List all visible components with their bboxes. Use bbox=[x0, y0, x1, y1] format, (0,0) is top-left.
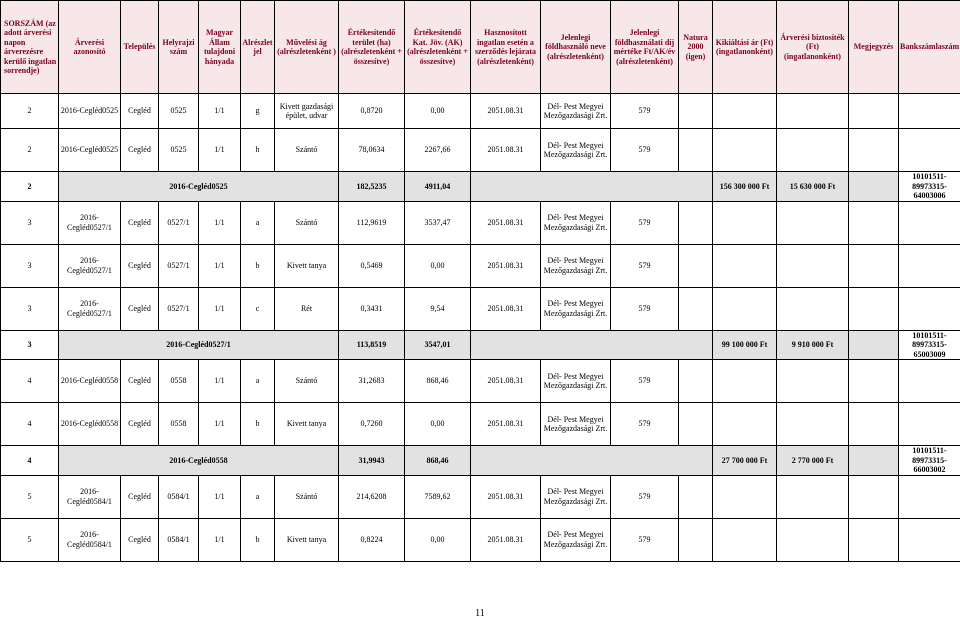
bank-account-cell: 10101511-89973315-66003002 bbox=[899, 446, 960, 476]
auction-id-cell: 2016-Cegléd0558 bbox=[59, 360, 121, 403]
deposit-cell: 9 910 000 Ft bbox=[777, 330, 849, 360]
row-number-cell: 3 bbox=[1, 244, 59, 287]
table-row bbox=[1, 403, 960, 446]
table-row bbox=[1, 201, 960, 244]
table-row bbox=[1, 287, 960, 330]
cultivation-branch-cell: Kivett tanya bbox=[275, 244, 339, 287]
row-number-cell: 4 bbox=[1, 446, 59, 476]
row-number-cell: 2 bbox=[1, 94, 59, 129]
contract-expiry-cell: 2051.08.31 bbox=[471, 360, 541, 403]
town-cell: Cegléd bbox=[121, 403, 159, 446]
remark-cell bbox=[849, 129, 899, 172]
header-cell: SORSZÁM (az adott árverési napon árverezésre kerülő ingatlan sorrendje) bbox=[1, 1, 59, 94]
lot-number-cell: 0527/1 bbox=[159, 287, 199, 330]
header-row bbox=[1, 1, 960, 94]
town-cell: Cegléd bbox=[121, 287, 159, 330]
cadastral-income-cell: 0,00 bbox=[405, 403, 471, 446]
cadastral-income-cell: 2267,66 bbox=[405, 129, 471, 172]
usage-fee-cell: 579 bbox=[611, 94, 679, 129]
header-cell: Magyar Állam tulajdoni hányada bbox=[199, 1, 241, 94]
cultivation-branch-cell: Kivett tanya bbox=[275, 403, 339, 446]
subdivision-cell: b bbox=[241, 403, 275, 446]
total-area-cell: 31,9943 bbox=[339, 446, 405, 476]
page-number: 11 bbox=[475, 608, 485, 619]
deposit-cell bbox=[777, 287, 849, 330]
table-body bbox=[1, 94, 960, 562]
bank-account-cell bbox=[899, 403, 960, 446]
header-cell: Árverési azonosító bbox=[59, 1, 121, 94]
cadastral-income-cell: 0,00 bbox=[405, 518, 471, 561]
usage-fee-cell: 579 bbox=[611, 518, 679, 561]
usage-fee-cell: 579 bbox=[611, 244, 679, 287]
header-cell: Település bbox=[121, 1, 159, 94]
subdivision-cell: a bbox=[241, 360, 275, 403]
deposit-cell bbox=[777, 403, 849, 446]
usage-fee-cell: 579 bbox=[611, 201, 679, 244]
usage-fee-cell: 579 bbox=[611, 360, 679, 403]
remark-cell bbox=[849, 518, 899, 561]
auction-id-cell: 2016-Cegléd0584/1 bbox=[59, 475, 121, 518]
remark-cell bbox=[849, 244, 899, 287]
usage-fee-cell: 579 bbox=[611, 287, 679, 330]
bank-account-cell bbox=[899, 287, 960, 330]
starting-price-cell bbox=[713, 287, 777, 330]
bank-account-cell bbox=[899, 129, 960, 172]
total-area-cell: 182,5235 bbox=[339, 172, 405, 202]
auction-id-cell: 2016-Cegléd0525 bbox=[59, 172, 339, 202]
table-row bbox=[1, 360, 960, 403]
town-cell: Cegléd bbox=[121, 129, 159, 172]
contract-expiry-cell: 2051.08.31 bbox=[471, 287, 541, 330]
table-row bbox=[1, 518, 960, 561]
total-area-cell: 113,8519 bbox=[339, 330, 405, 360]
starting-price-cell bbox=[713, 94, 777, 129]
natura-cell bbox=[679, 94, 713, 129]
contract-expiry-cell: 2051.08.31 bbox=[471, 129, 541, 172]
header-cell: Jelenlegi földhasználati díj mértéke Ft/AK/év (alrészletenként) bbox=[611, 1, 679, 94]
starting-price-cell bbox=[713, 129, 777, 172]
cultivation-branch-cell: Szántó bbox=[275, 475, 339, 518]
total-cadastral-income-cell: 4911,04 bbox=[405, 172, 471, 202]
remark-cell bbox=[849, 446, 899, 476]
lot-number-cell: 0527/1 bbox=[159, 201, 199, 244]
area-cell: 31,2683 bbox=[339, 360, 405, 403]
usage-fee-cell: 579 bbox=[611, 129, 679, 172]
contract-expiry-cell: 2051.08.31 bbox=[471, 518, 541, 561]
natura-cell bbox=[679, 518, 713, 561]
ownership-share-cell: 1/1 bbox=[199, 129, 241, 172]
land-user-cell: Dél- Pest Megyei Mezőgazdasági Zrt. bbox=[541, 244, 611, 287]
natura-cell bbox=[679, 475, 713, 518]
area-cell: 0,3431 bbox=[339, 287, 405, 330]
header-cell: Kikiáltási ár (Ft) (ingatlanonként) bbox=[713, 1, 777, 94]
deposit-cell bbox=[777, 129, 849, 172]
auction-id-cell: 2016-Cegléd0525 bbox=[59, 129, 121, 172]
town-cell: Cegléd bbox=[121, 360, 159, 403]
ownership-share-cell: 1/1 bbox=[199, 403, 241, 446]
natura-cell bbox=[679, 287, 713, 330]
area-cell: 0,7260 bbox=[339, 403, 405, 446]
starting-price-cell bbox=[713, 403, 777, 446]
starting-price-cell: 156 300 000 Ft bbox=[713, 172, 777, 202]
table-row bbox=[1, 129, 960, 172]
starting-price-cell bbox=[713, 244, 777, 287]
land-user-cell: Dél- Pest Megyei Mezőgazdasági Zrt. bbox=[541, 201, 611, 244]
cultivation-branch-cell: Kivett tanya bbox=[275, 518, 339, 561]
bank-account-cell bbox=[899, 94, 960, 129]
header-cell: Helyrajzi szám bbox=[159, 1, 199, 94]
cadastral-income-cell: 868,46 bbox=[405, 360, 471, 403]
natura-cell bbox=[679, 360, 713, 403]
empty-cell bbox=[471, 330, 713, 360]
bank-account-cell bbox=[899, 360, 960, 403]
bank-account-cell bbox=[899, 244, 960, 287]
remark-cell bbox=[849, 201, 899, 244]
deposit-cell bbox=[777, 94, 849, 129]
subdivision-cell: h bbox=[241, 129, 275, 172]
header-cell: Hasznosított ingatlan esetén a szerződés lejárata (alrészletenként) bbox=[471, 1, 541, 94]
ownership-share-cell: 1/1 bbox=[199, 518, 241, 561]
usage-fee-cell: 579 bbox=[611, 475, 679, 518]
subdivision-cell: a bbox=[241, 201, 275, 244]
remark-cell bbox=[849, 403, 899, 446]
row-number-cell: 4 bbox=[1, 403, 59, 446]
summary-row bbox=[1, 172, 960, 202]
contract-expiry-cell: 2051.08.31 bbox=[471, 244, 541, 287]
header-cell: Jelenlegi földhasználó neve (alrészletenként) bbox=[541, 1, 611, 94]
row-number-cell: 5 bbox=[1, 475, 59, 518]
auction-id-cell: 2016-Cegléd0527/1 bbox=[59, 201, 121, 244]
empty-cell bbox=[471, 446, 713, 476]
lot-number-cell: 0558 bbox=[159, 360, 199, 403]
ownership-share-cell: 1/1 bbox=[199, 244, 241, 287]
land-user-cell: Dél- Pest Megyei Mezőgazdasági Zrt. bbox=[541, 475, 611, 518]
town-cell: Cegléd bbox=[121, 475, 159, 518]
town-cell: Cegléd bbox=[121, 518, 159, 561]
deposit-cell bbox=[777, 360, 849, 403]
cultivation-branch-cell: Kivett gazdasági épület, udvar bbox=[275, 94, 339, 129]
contract-expiry-cell: 2051.08.31 bbox=[471, 94, 541, 129]
contract-expiry-cell: 2051.08.31 bbox=[471, 475, 541, 518]
auction-id-cell: 2016-Cegléd0527/1 bbox=[59, 244, 121, 287]
lot-number-cell: 0584/1 bbox=[159, 518, 199, 561]
deposit-cell bbox=[777, 475, 849, 518]
deposit-cell: 2 770 000 Ft bbox=[777, 446, 849, 476]
table-row bbox=[1, 475, 960, 518]
natura-cell bbox=[679, 244, 713, 287]
deposit-cell bbox=[777, 201, 849, 244]
cadastral-income-cell: 9,54 bbox=[405, 287, 471, 330]
cadastral-income-cell: 3537,47 bbox=[405, 201, 471, 244]
bank-account-cell bbox=[899, 201, 960, 244]
town-cell: Cegléd bbox=[121, 244, 159, 287]
starting-price-cell bbox=[713, 475, 777, 518]
ownership-share-cell: 1/1 bbox=[199, 94, 241, 129]
area-cell: 214,6208 bbox=[339, 475, 405, 518]
row-number-cell: 2 bbox=[1, 172, 59, 202]
lot-number-cell: 0558 bbox=[159, 403, 199, 446]
area-cell: 0,5469 bbox=[339, 244, 405, 287]
ownership-share-cell: 1/1 bbox=[199, 475, 241, 518]
starting-price-cell: 99 100 000 Ft bbox=[713, 330, 777, 360]
summary-row bbox=[1, 330, 960, 360]
ownership-share-cell: 1/1 bbox=[199, 201, 241, 244]
lot-number-cell: 0525 bbox=[159, 129, 199, 172]
header-cell: Művelési ág (alrészletenként ) bbox=[275, 1, 339, 94]
auction-id-cell: 2016-Cegléd0584/1 bbox=[59, 518, 121, 561]
table-row bbox=[1, 244, 960, 287]
auction-id-cell: 2016-Cegléd0527/1 bbox=[59, 287, 121, 330]
land-user-cell: Dél- Pest Megyei Mezőgazdasági Zrt. bbox=[541, 129, 611, 172]
deposit-cell bbox=[777, 518, 849, 561]
remark-cell bbox=[849, 330, 899, 360]
land-user-cell: Dél- Pest Megyei Mezőgazdasági Zrt. bbox=[541, 94, 611, 129]
total-cadastral-income-cell: 3547,01 bbox=[405, 330, 471, 360]
subdivision-cell: a bbox=[241, 475, 275, 518]
starting-price-cell bbox=[713, 201, 777, 244]
bank-account-cell bbox=[899, 475, 960, 518]
header-cell: Értékesítendő terület (ha) (alrészletenként + összesítve) bbox=[339, 1, 405, 94]
remark-cell bbox=[849, 360, 899, 403]
natura-cell bbox=[679, 201, 713, 244]
land-user-cell: Dél- Pest Megyei Mezőgazdasági Zrt. bbox=[541, 403, 611, 446]
header-cell: Alrészlet jel bbox=[241, 1, 275, 94]
cadastral-income-cell: 0,00 bbox=[405, 94, 471, 129]
header-cell: Bankszámlaszám bbox=[899, 1, 960, 94]
table-row bbox=[1, 94, 960, 129]
area-cell: 78,0634 bbox=[339, 129, 405, 172]
natura-cell bbox=[679, 403, 713, 446]
lot-number-cell: 0525 bbox=[159, 94, 199, 129]
lot-number-cell: 0527/1 bbox=[159, 244, 199, 287]
cadastral-income-cell: 0,00 bbox=[405, 244, 471, 287]
area-cell: 0,8224 bbox=[339, 518, 405, 561]
row-number-cell: 5 bbox=[1, 518, 59, 561]
auction-id-cell: 2016-Cegléd0558 bbox=[59, 403, 121, 446]
area-cell: 112,9619 bbox=[339, 201, 405, 244]
header-cell: Megjegyzés bbox=[849, 1, 899, 94]
bank-account-cell: 10101511-89973315-64003006 bbox=[899, 172, 960, 202]
row-number-cell: 3 bbox=[1, 201, 59, 244]
cultivation-branch-cell: Rét bbox=[275, 287, 339, 330]
ownership-share-cell: 1/1 bbox=[199, 287, 241, 330]
remark-cell bbox=[849, 475, 899, 518]
row-number-cell: 2 bbox=[1, 129, 59, 172]
cultivation-branch-cell: Szántó bbox=[275, 129, 339, 172]
total-cadastral-income-cell: 868,46 bbox=[405, 446, 471, 476]
header-cell: Árverési biztosíték (Ft) (ingatlanonként) bbox=[777, 1, 849, 94]
ownership-share-cell: 1/1 bbox=[199, 360, 241, 403]
remark-cell bbox=[849, 94, 899, 129]
subdivision-cell: b bbox=[241, 518, 275, 561]
empty-cell bbox=[471, 172, 713, 202]
auction-id-cell: 2016-Cegléd0525 bbox=[59, 94, 121, 129]
header-cell: Natura 2000 (igen) bbox=[679, 1, 713, 94]
starting-price-cell: 27 700 000 Ft bbox=[713, 446, 777, 476]
natura-cell bbox=[679, 129, 713, 172]
cadastral-income-cell: 7589,62 bbox=[405, 475, 471, 518]
summary-row bbox=[1, 446, 960, 476]
subdivision-cell: g bbox=[241, 94, 275, 129]
subdivision-cell: b bbox=[241, 244, 275, 287]
lot-number-cell: 0584/1 bbox=[159, 475, 199, 518]
bank-account-cell bbox=[899, 518, 960, 561]
deposit-cell: 15 630 000 Ft bbox=[777, 172, 849, 202]
subdivision-cell: c bbox=[241, 287, 275, 330]
header-cell: Értékesítendő Kat. Jöv. (AK) (alrészletenként + összesítve) bbox=[405, 1, 471, 94]
remark-cell bbox=[849, 172, 899, 202]
contract-expiry-cell: 2051.08.31 bbox=[471, 201, 541, 244]
town-cell: Cegléd bbox=[121, 94, 159, 129]
cultivation-branch-cell: Szántó bbox=[275, 360, 339, 403]
auction-id-cell: 2016-Cegléd0558 bbox=[59, 446, 339, 476]
remark-cell bbox=[849, 287, 899, 330]
land-user-cell: Dél- Pest Megyei Mezőgazdasági Zrt. bbox=[541, 518, 611, 561]
starting-price-cell bbox=[713, 518, 777, 561]
row-number-cell: 3 bbox=[1, 330, 59, 360]
contract-expiry-cell: 2051.08.31 bbox=[471, 403, 541, 446]
row-number-cell: 4 bbox=[1, 360, 59, 403]
land-user-cell: Dél- Pest Megyei Mezőgazdasági Zrt. bbox=[541, 360, 611, 403]
starting-price-cell bbox=[713, 360, 777, 403]
area-cell: 0,8720 bbox=[339, 94, 405, 129]
usage-fee-cell: 579 bbox=[611, 403, 679, 446]
cultivation-branch-cell: Szántó bbox=[275, 201, 339, 244]
land-user-cell: Dél- Pest Megyei Mezőgazdasági Zrt. bbox=[541, 287, 611, 330]
town-cell: Cegléd bbox=[121, 201, 159, 244]
deposit-cell bbox=[777, 244, 849, 287]
bank-account-cell: 10101511-89973315-65003009 bbox=[899, 330, 960, 360]
auction-id-cell: 2016-Cegléd0527/1 bbox=[59, 330, 339, 360]
row-number-cell: 3 bbox=[1, 287, 59, 330]
